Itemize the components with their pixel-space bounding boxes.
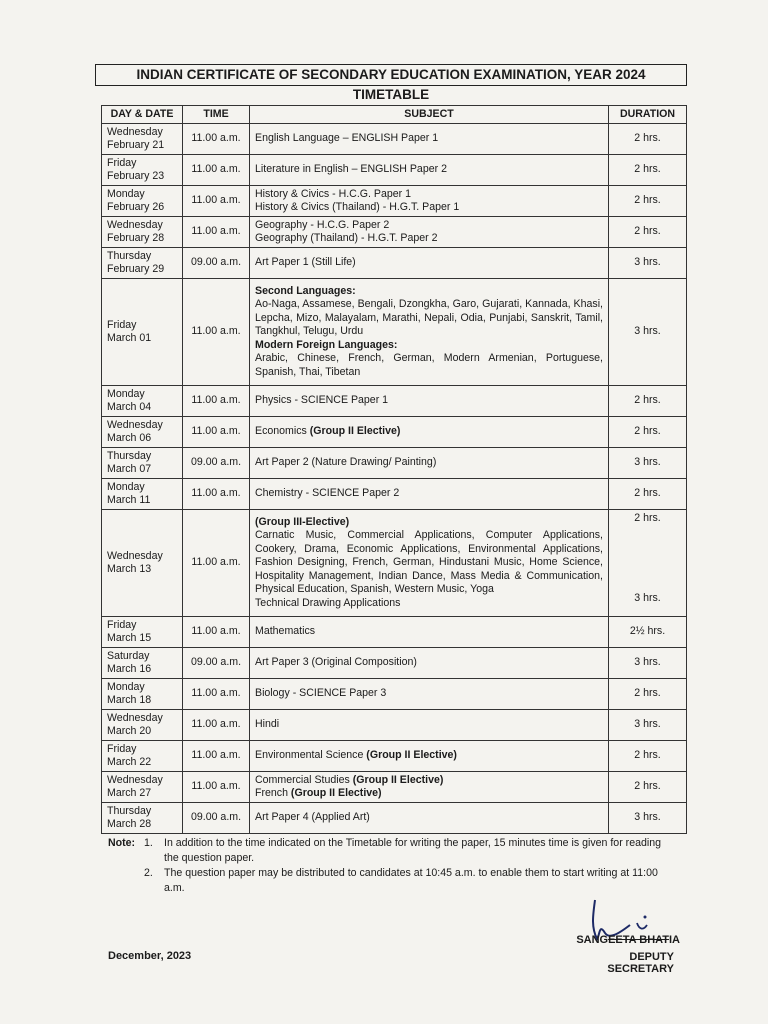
duration-cell: 2 hrs. <box>609 386 687 417</box>
duration-value: 3 hrs. <box>634 592 661 605</box>
subject-cell <box>250 217 609 248</box>
day-date-cell <box>102 710 183 741</box>
day-date-cell <box>102 386 183 417</box>
duration-cell: 2 hrs. <box>609 679 687 710</box>
table-row <box>102 710 687 741</box>
duration-cell: 3 hrs. <box>609 648 687 679</box>
date: March 16 <box>107 663 152 675</box>
day-date-cell <box>102 510 183 617</box>
subject-text: Economics <box>255 425 310 438</box>
day: Wednesday <box>107 773 163 786</box>
time-cell: 11.00 a.m. <box>183 217 250 248</box>
day: Monday <box>107 480 145 493</box>
table-row <box>102 648 687 679</box>
time-cell: 11.00 a.m. <box>183 510 250 617</box>
signatory-title: DEPUTY SECRETARY <box>607 951 674 975</box>
duration-cell: 2 hrs. <box>609 741 687 772</box>
duration-cell: 3 hrs. <box>609 710 687 741</box>
subject-line <box>255 787 603 800</box>
note-text: In addition to the time indicated on the Timetable for writing the paper, 15 minutes time is given for reading the question paper. <box>164 837 662 864</box>
table-row <box>102 217 687 248</box>
notes-section <box>108 836 668 896</box>
time-cell: 11.00 a.m. <box>183 479 250 510</box>
subject-line: History & Civics (Thailand) - H.G.T. Paper 1 <box>255 201 460 213</box>
time-cell: 11.00 a.m. <box>183 710 250 741</box>
subject-heading: Modern Foreign Languages: <box>255 338 398 351</box>
subject-line: Art Paper 2 (Nature Drawing/ Painting) <box>255 456 437 469</box>
subject-elective-tag: (Group II Elective) <box>309 425 401 438</box>
table-row <box>102 448 687 479</box>
date: March 15 <box>107 632 152 644</box>
column-header-duration: DURATION <box>609 106 687 124</box>
subject-line: English Language – ENGLISH Paper 1 <box>255 132 439 145</box>
note-item <box>108 836 668 866</box>
day: Friday <box>107 156 137 169</box>
subject-heading: (Group III-Elective) <box>255 516 350 529</box>
time-cell: 09.00 a.m. <box>183 803 250 834</box>
duration-cell: 2 hrs. <box>609 772 687 803</box>
subject-line: Art Paper 1 (Still Life) <box>255 256 356 269</box>
subject-cell <box>250 248 609 279</box>
subject-elective-tag: (Group II Elective) <box>366 749 457 762</box>
day-date-cell <box>102 617 183 648</box>
column-header-day-date: DAY & DATE <box>102 106 183 124</box>
duration-cell: 3 hrs. <box>609 279 687 386</box>
subject-elective-tag: (Group II Elective) <box>352 773 444 786</box>
day-date-cell <box>102 772 183 803</box>
duration-cell: 2 hrs. <box>609 479 687 510</box>
day-date-cell <box>102 648 183 679</box>
subject-cell <box>250 741 609 772</box>
subject-line: Mathematics <box>255 625 316 638</box>
day: Monday <box>107 387 145 400</box>
table-row <box>102 741 687 772</box>
subject-cell <box>250 617 609 648</box>
subject-cell <box>250 386 609 417</box>
subject-cell <box>250 710 609 741</box>
subject-elective-tag: (Group II Elective) <box>290 787 382 799</box>
document-title: INDIAN CERTIFICATE OF SECONDARY EDUCATION EXAMINATION, YEAR 2024 <box>95 64 687 86</box>
day: Thursday <box>107 249 152 262</box>
date: March 22 <box>107 756 152 768</box>
day: Wednesday <box>107 125 163 138</box>
day-date-cell <box>102 248 183 279</box>
day-date-cell <box>102 679 183 710</box>
duration-cell: 3 hrs. <box>609 448 687 479</box>
table-row <box>102 617 687 648</box>
signatory-name-part: SANG <box>576 934 609 946</box>
subject-line: Geography - H.C.G. Paper 2 <box>255 218 390 231</box>
day: Friday <box>107 742 137 755</box>
time-cell: 09.00 a.m. <box>183 448 250 479</box>
date: February 26 <box>107 201 165 213</box>
table-row <box>102 510 687 617</box>
table-row <box>102 186 687 217</box>
subject-cell <box>250 648 609 679</box>
day-date-cell <box>102 155 183 186</box>
subject-cell <box>250 279 609 386</box>
signatory-name <box>570 934 680 946</box>
subject-line: Art Paper 4 (Applied Art) <box>255 811 370 824</box>
subject-body: Arabic, Chinese, French, German, Modern Armenian, Portuguese, Spanish, Thai, Tibetan <box>255 352 603 378</box>
subject-cell <box>250 772 609 803</box>
date: March 11 <box>107 494 151 506</box>
date: February 29 <box>107 263 165 275</box>
day: Friday <box>107 318 137 331</box>
subject-line: Art Paper 3 (Original Composition) <box>255 656 417 669</box>
table-row <box>102 772 687 803</box>
time-cell: 11.00 a.m. <box>183 279 250 386</box>
duration-cell: 2 hrs. <box>609 155 687 186</box>
duration-cell: 2½ hrs. <box>609 617 687 648</box>
subject-body: Carnatic Music, Commercial Applications, Computer Applications, Cookery, Drama, Economic Applications, Environmental Applications, Fashion Designing, French, German, Hindustani Music, Home Science, Hospitality Management, Indian Dance, Mass Media & Communication, Physical Education, Spanish, Western Music, Yoga <box>255 529 603 596</box>
subject-cell <box>250 679 609 710</box>
day-date-cell <box>102 417 183 448</box>
day: Thursday <box>107 804 152 817</box>
time-cell: 09.00 a.m. <box>183 648 250 679</box>
date: March 07 <box>107 463 152 475</box>
day: Wednesday <box>107 711 163 724</box>
timetable <box>101 105 687 834</box>
duration-cell: 2 hrs. <box>609 417 687 448</box>
subject-cell <box>250 479 609 510</box>
subject-cell <box>250 186 609 217</box>
subject-line <box>255 774 603 787</box>
subject-line: Geography (Thailand) - H.G.T. Paper 2 <box>255 232 438 244</box>
date: March 06 <box>107 432 152 444</box>
table-row <box>102 248 687 279</box>
column-header-subject: SUBJECT <box>250 106 609 124</box>
time-cell: 11.00 a.m. <box>183 772 250 803</box>
duration-cell: 2 hrs. <box>609 186 687 217</box>
subject-cell <box>250 155 609 186</box>
subject-line: Biology - SCIENCE Paper 3 <box>255 687 387 700</box>
note-number: 1. <box>144 837 153 849</box>
day: Monday <box>107 680 145 693</box>
date: March 01 <box>107 332 152 344</box>
table-row <box>102 417 687 448</box>
note-item <box>108 866 668 896</box>
subject-line: Hindi <box>255 718 280 731</box>
issue-date: December, 2023 <box>108 950 192 962</box>
subject-line: Chemistry - SCIENCE Paper 2 <box>255 487 400 500</box>
date: March 18 <box>107 694 152 706</box>
time-cell: 11.00 a.m. <box>183 186 250 217</box>
note-text: The question paper may be distributed to candidates at 10:45 a.m. to enable them to start writing at 11:00 a.m. <box>164 867 658 894</box>
day: Monday <box>107 187 145 200</box>
subject-line: Physics - SCIENCE Paper 1 <box>255 394 389 407</box>
day-date-cell <box>102 279 183 386</box>
table-row <box>102 479 687 510</box>
subject-heading: Second Languages: <box>255 285 356 298</box>
day-date-cell <box>102 217 183 248</box>
date: February 23 <box>107 170 165 182</box>
date: March 27 <box>107 787 152 799</box>
day-date-cell <box>102 479 183 510</box>
duration-cell: 3 hrs. <box>609 803 687 834</box>
column-header-time: TIME <box>183 106 250 124</box>
table-row <box>102 279 687 386</box>
subject-cell <box>250 124 609 155</box>
duration-cell <box>609 510 687 617</box>
day: Wednesday <box>107 218 163 231</box>
time-cell: 11.00 a.m. <box>183 124 250 155</box>
date: March 20 <box>107 725 152 737</box>
day-date-cell <box>102 448 183 479</box>
day-date-cell <box>102 124 183 155</box>
date: February 28 <box>107 232 165 244</box>
table-row <box>102 679 687 710</box>
table-row <box>102 803 687 834</box>
table-row <box>102 124 687 155</box>
duration-cell: 2 hrs. <box>609 217 687 248</box>
table-row <box>102 386 687 417</box>
note-label: Note: <box>108 837 136 849</box>
day: Saturday <box>107 649 150 662</box>
subject-text: Commercial Studies <box>255 773 353 786</box>
date: March 04 <box>107 401 152 413</box>
duration-value: 2 hrs. <box>634 512 661 524</box>
subject-text: French <box>255 787 291 799</box>
time-cell: 11.00 a.m. <box>183 679 250 710</box>
day: Wednesday <box>107 418 163 431</box>
subject-line: Technical Drawing Applications <box>255 596 401 609</box>
time-cell: 09.00 a.m. <box>183 248 250 279</box>
table-row <box>102 155 687 186</box>
time-cell: 11.00 a.m. <box>183 617 250 648</box>
subject-cell <box>250 417 609 448</box>
day: Thursday <box>107 449 152 462</box>
time-cell: 11.00 a.m. <box>183 417 250 448</box>
note-number: 2. <box>144 867 153 879</box>
subject-cell <box>250 803 609 834</box>
document-subtitle: TIMETABLE <box>352 87 430 102</box>
day-date-cell <box>102 186 183 217</box>
subject-cell <box>250 448 609 479</box>
duration-cell: 2 hrs. <box>609 124 687 155</box>
day-date-cell <box>102 803 183 834</box>
signatory-name-part: EETA BHAT <box>608 934 669 946</box>
date: March 28 <box>107 818 152 830</box>
subject-line: History & Civics - H.C.G. Paper 1 <box>255 187 411 200</box>
subject-cell <box>250 510 609 617</box>
day: Wednesday <box>107 549 163 562</box>
day-date-cell <box>102 741 183 772</box>
signatory-name-part: IA <box>669 934 680 946</box>
duration-cell: 3 hrs. <box>609 248 687 279</box>
time-cell: 11.00 a.m. <box>183 741 250 772</box>
subject-text: Environmental Science <box>255 749 367 762</box>
time-cell: 11.00 a.m. <box>183 386 250 417</box>
date: March 13 <box>107 563 152 575</box>
subject-line: Literature in English – ENGLISH Paper 2 <box>255 163 447 176</box>
table-header-row <box>102 106 687 124</box>
time-cell: 11.00 a.m. <box>183 155 250 186</box>
day: Friday <box>107 618 137 631</box>
subject-body: Ao-Naga, Assamese, Bengali, Dzongkha, Garo, Gujarati, Kannada, Khasi, Lepcha, Mizo, Malayalam, Marathi, Nepali, Odia, Punjabi, Sanskrit, Tamil, Tangkhul, Telugu, Urdu <box>255 298 603 338</box>
date: February 21 <box>107 139 165 151</box>
